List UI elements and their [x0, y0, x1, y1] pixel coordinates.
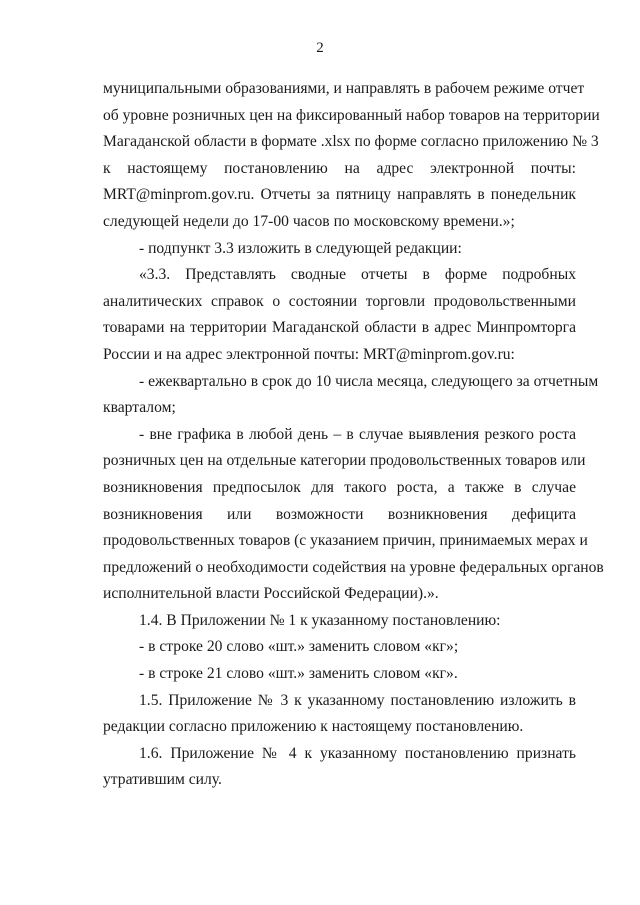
- text-line: - в строке 20 слово «шт.» заменить словом «кг»;: [139, 638, 459, 656]
- text-line: 1.6. Приложение № 4 к указанному постановлению признать: [139, 744, 576, 762]
- document-body: [103, 76, 604, 794]
- text-line: - подпункт 3.3 изложить в следующей редакции:: [139, 239, 462, 257]
- text-line: 1.5. Приложение № 3 к указанному постановлению изложить в: [139, 691, 576, 709]
- text-line: возникновения предпосылок для такого роста, а также в случае: [103, 478, 576, 496]
- text-line: розничных цен на отдельные категории продовольственных товаров или: [103, 452, 586, 470]
- text-line: следующей недели до 17-00 часов по московскому времени.»;: [103, 212, 515, 230]
- text-line: аналитических справок о состоянии торговли продовольственными: [103, 292, 576, 310]
- text-line: об уровне розничных цен на фиксированный набор товаров на территории: [103, 106, 600, 124]
- text-line: товарами на территории Магаданской области в адрес Минпромторга: [103, 319, 576, 337]
- text-line: к настоящему постановлению на адрес электронной почты:: [103, 159, 576, 177]
- text-line: кварталом;: [103, 399, 176, 417]
- text-line: возникновения или возможности возникновения дефицита: [103, 505, 576, 523]
- text-line: предложений о необходимости содействия на уровне федеральных органов: [103, 558, 604, 576]
- text-line: Магаданской области в формате .xlsx по форме согласно приложению № 3: [103, 133, 599, 151]
- text-line: продовольственных товаров (с указанием причин, принимаемых мерах и: [103, 532, 588, 550]
- text-line: исполнительной власти Российской Федерации).».: [103, 585, 439, 603]
- text-line: - ежеквартально в срок до 10 числа месяца, следующего за отчетным: [139, 372, 599, 390]
- text-line: 1.4. В Приложении № 1 к указанному постановлению:: [139, 611, 501, 629]
- text-line: муниципальными образованиями, и направлять в рабочем режиме отчет: [103, 80, 585, 97]
- text-line: «3.3. Представлять сводные отчеты в форме подробных: [139, 266, 576, 284]
- page-number: 2: [316, 40, 324, 56]
- text-line: редакции согласно приложению к настоящему постановлению.: [103, 718, 524, 736]
- text-line: - вне графика в любой день – в случае выявления резкого роста: [139, 425, 576, 443]
- text-line: утратившим силу.: [103, 771, 222, 789]
- text-line: MRT@minprom.gov.ru. Отчеты за пятницу направлять в понедельник: [103, 186, 576, 204]
- text-line: - в строке 21 слово «шт.» заменить словом «кг».: [139, 665, 458, 683]
- text-line: России и на адрес электронной почты: MRT@minprom.gov.ru:: [103, 345, 515, 363]
